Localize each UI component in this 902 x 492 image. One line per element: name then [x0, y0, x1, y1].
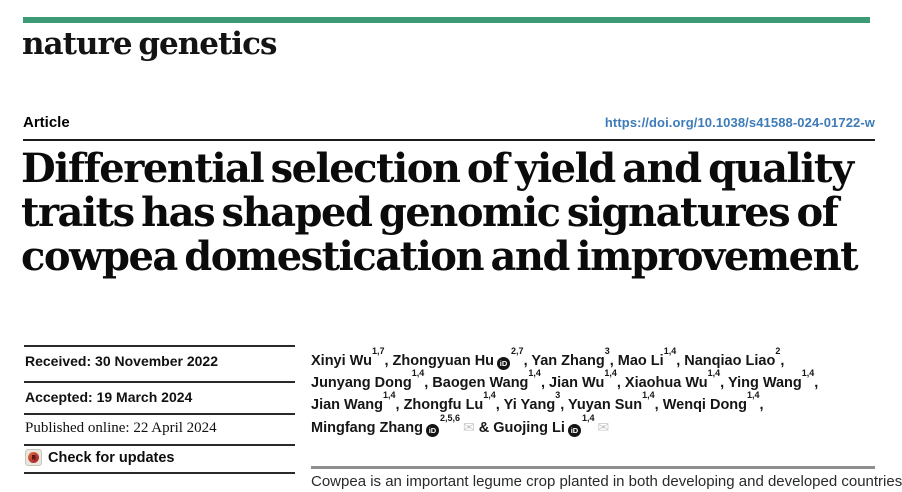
author-list — [311, 346, 883, 439]
author-name: Wenqi Dong$^{1,4}$, — [662, 390, 764, 413]
orcid-icon[interactable]: iD — [568, 424, 581, 437]
author-name: Yuyan Sun$^{1,4}$, — [568, 390, 663, 413]
title-line-3: cowpea domestication and improvement — [21, 233, 858, 280]
affiliation-superscript: 2 — [775, 346, 781, 357]
affiliation-superscript: 1,4 — [642, 390, 655, 401]
author-name: Mingfang Zhang iD$^{2,5,6}$✉ — [311, 413, 475, 436]
header-divider — [23, 139, 875, 141]
author-name: Yan Zhang$^3$, — [531, 346, 618, 369]
author-name: Yi Yang$^3$, — [503, 390, 568, 413]
affiliation-superscript: 1,7 — [371, 346, 385, 357]
article-title — [21, 147, 887, 279]
affiliation-superscript: 1,4 — [707, 368, 721, 379]
affiliation-superscript: 1,4 — [483, 390, 496, 401]
divider — [24, 381, 295, 383]
affiliation-superscript: 1,4 — [581, 413, 595, 424]
abstract-text-clipped: Cowpea is an important legume crop planted in both developing and developed countries — [311, 473, 902, 490]
author-name: Zhongfu Lu$^{1,4}$, — [403, 390, 504, 413]
author-line — [311, 368, 883, 394]
email-icon[interactable]: ✉ — [597, 419, 610, 435]
affiliation-superscript: 1,4 — [528, 368, 541, 379]
check-for-updates-label: Check for updates — [48, 449, 175, 466]
check-for-updates-button[interactable] — [25, 449, 175, 466]
article-header — [23, 114, 875, 131]
email-icon[interactable]: ✉ — [462, 419, 475, 435]
author-name: Jian Wang$^{1,4}$, — [311, 390, 404, 413]
author-name: Jian Wu$^{1,4}$, — [549, 368, 625, 391]
affiliation-superscript: 1,4 — [382, 390, 396, 401]
author-name: Zhongyuan Hu iD$^{2,7}$, — [392, 346, 532, 369]
crossmark-circle — [28, 452, 39, 463]
divider — [24, 413, 295, 415]
crossmark-icon — [25, 449, 42, 466]
title-line-2: traits has shaped genomic signatures of — [21, 189, 838, 236]
divider — [24, 345, 295, 347]
affiliation-superscript: 1,4 — [411, 368, 425, 379]
published-date: Published online: 22 April 2024 — [25, 420, 217, 436]
journal-accent-bar — [23, 17, 870, 23]
article-type-label: Article — [23, 114, 70, 131]
author-name: Nanqiao Liao$^2$, — [684, 346, 785, 369]
received-date: Received: 30 November 2022 — [25, 353, 218, 369]
crossmark-bookmark — [32, 455, 36, 461]
author-name: & Guojing Li iD$^{1,4}$✉ — [478, 413, 610, 436]
author-name: Ying Wang$^{1,4}$, — [727, 368, 819, 391]
author-name: Xinyi Wu$^{1,7}$, — [311, 346, 393, 369]
affiliation-superscript: 2,7 — [511, 346, 524, 357]
affiliation-superscript: 1,4 — [604, 368, 617, 379]
divider — [24, 444, 295, 446]
orcid-icon[interactable]: iD — [426, 424, 439, 437]
orcid-icon[interactable]: iD — [497, 357, 510, 370]
author-line — [311, 390, 883, 416]
divider — [24, 472, 295, 474]
author-name: Baogen Wang$^{1,4}$, — [432, 368, 549, 391]
affiliation-superscript: 1,4 — [663, 346, 677, 357]
accepted-date: Accepted: 19 March 2024 — [25, 389, 193, 405]
author-name: Xiaohua Wu$^{1,4}$, — [624, 368, 728, 391]
author-name: Mao Li$^{1,4}$, — [617, 346, 685, 369]
affiliation-superscript: 1,4 — [747, 390, 760, 401]
title-line-1: Differential selection of yield and quality — [21, 145, 853, 192]
affiliation-superscript: 3 — [555, 390, 561, 401]
abstract-divider — [311, 466, 875, 469]
author-name: Junyang Dong$^{1,4}$, — [311, 368, 433, 391]
affiliation-superscript: 2,5,6 — [439, 413, 460, 424]
affiliation-superscript: 3 — [604, 346, 610, 357]
affiliation-superscript: 1,4 — [801, 368, 815, 379]
journal-wordmark: nature genetics — [22, 26, 277, 62]
author-line — [311, 413, 883, 439]
author-line — [311, 346, 883, 372]
doi-link[interactable]: https://doi.org/10.1038/s41588-024-01722-w — [604, 115, 875, 130]
